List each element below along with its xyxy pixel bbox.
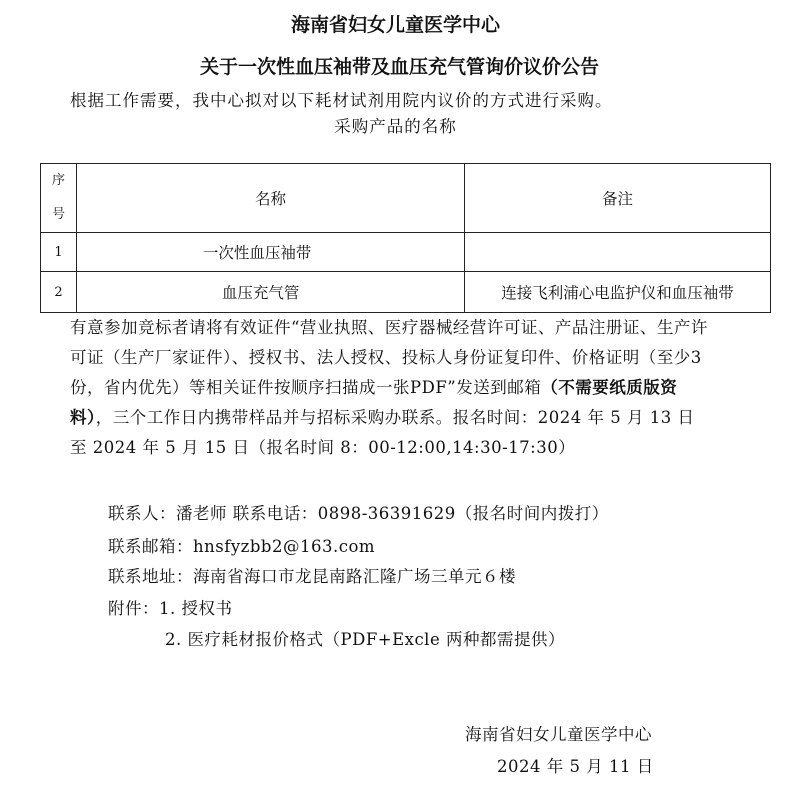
attachment-2: 2. 医疗耗材报价格式（PDF+Excle 两种都需提供） [165, 630, 565, 649]
signature-date: 2024 年 5 月 11 日 [497, 757, 654, 776]
table-header-row [41, 164, 771, 233]
address-line: 联系地址：海南省海口市龙昆南路汇隆广场三单元６楼 [108, 567, 516, 586]
notice-title: 关于一次性血压袖带及血压充气管询价议价公告 [200, 56, 600, 78]
row-seq: 2 [41, 272, 77, 313]
table-row [41, 233, 771, 272]
row-seq: 1 [41, 233, 77, 272]
email-line: 联系邮箱：hnsfyzbb2@163.com [108, 537, 376, 556]
row-note [465, 233, 771, 272]
products-table [40, 163, 771, 313]
attachment-1: 附件：1. 授权书 [108, 599, 233, 618]
header-seq-bottom: 号 [51, 207, 65, 222]
header-seq-top: 序 [51, 173, 65, 188]
intro-text: 根据工作需要，我中心拟对以下耗材试剂用院内议价的方式进行采购。 [70, 91, 613, 110]
table-caption: 采购产品的名称 [334, 117, 457, 136]
instructions-part2: ，三个工作日内携带样品并与招标采购办联系。报名时间：2024 年 5 月 13 日至 2024 年 5 月 15 日（报名时间 8：00-12:00,14:30-17:30） [70, 408, 695, 457]
header-name: 名称 [76, 164, 464, 233]
instructions-bold-note: （不需要纸质版资料） [70, 378, 678, 427]
contact-line: 联系人：潘老师 联系电话：0898-36391629（报名时间内拨打） [108, 504, 609, 523]
header-seq [41, 164, 77, 233]
header-note: 备注 [465, 164, 771, 233]
row-name: 一次性血压袖带 [76, 233, 464, 272]
org-title: 海南省妇女儿童医学中心 [290, 14, 500, 36]
submission-instructions [70, 313, 710, 463]
table-row [41, 272, 771, 313]
instructions-part1: 有意参加竞标者请将有效证件“营业执照、医疗器械经营许可证、产品注册证、生产许可证（生产厂家证件）、授权书、法人授权、投标人身份证复印件、价格证明（至少3份，省内优先）等相关证件按顺序扫描成一张PDF”发送到邮箱 [70, 318, 708, 397]
row-note: 连接飞利浦心电监护仪和血压袖带 [465, 272, 771, 313]
signature-org: 海南省妇女儿童医学中心 [465, 725, 652, 744]
row-name: 血压充气管 [76, 272, 464, 313]
